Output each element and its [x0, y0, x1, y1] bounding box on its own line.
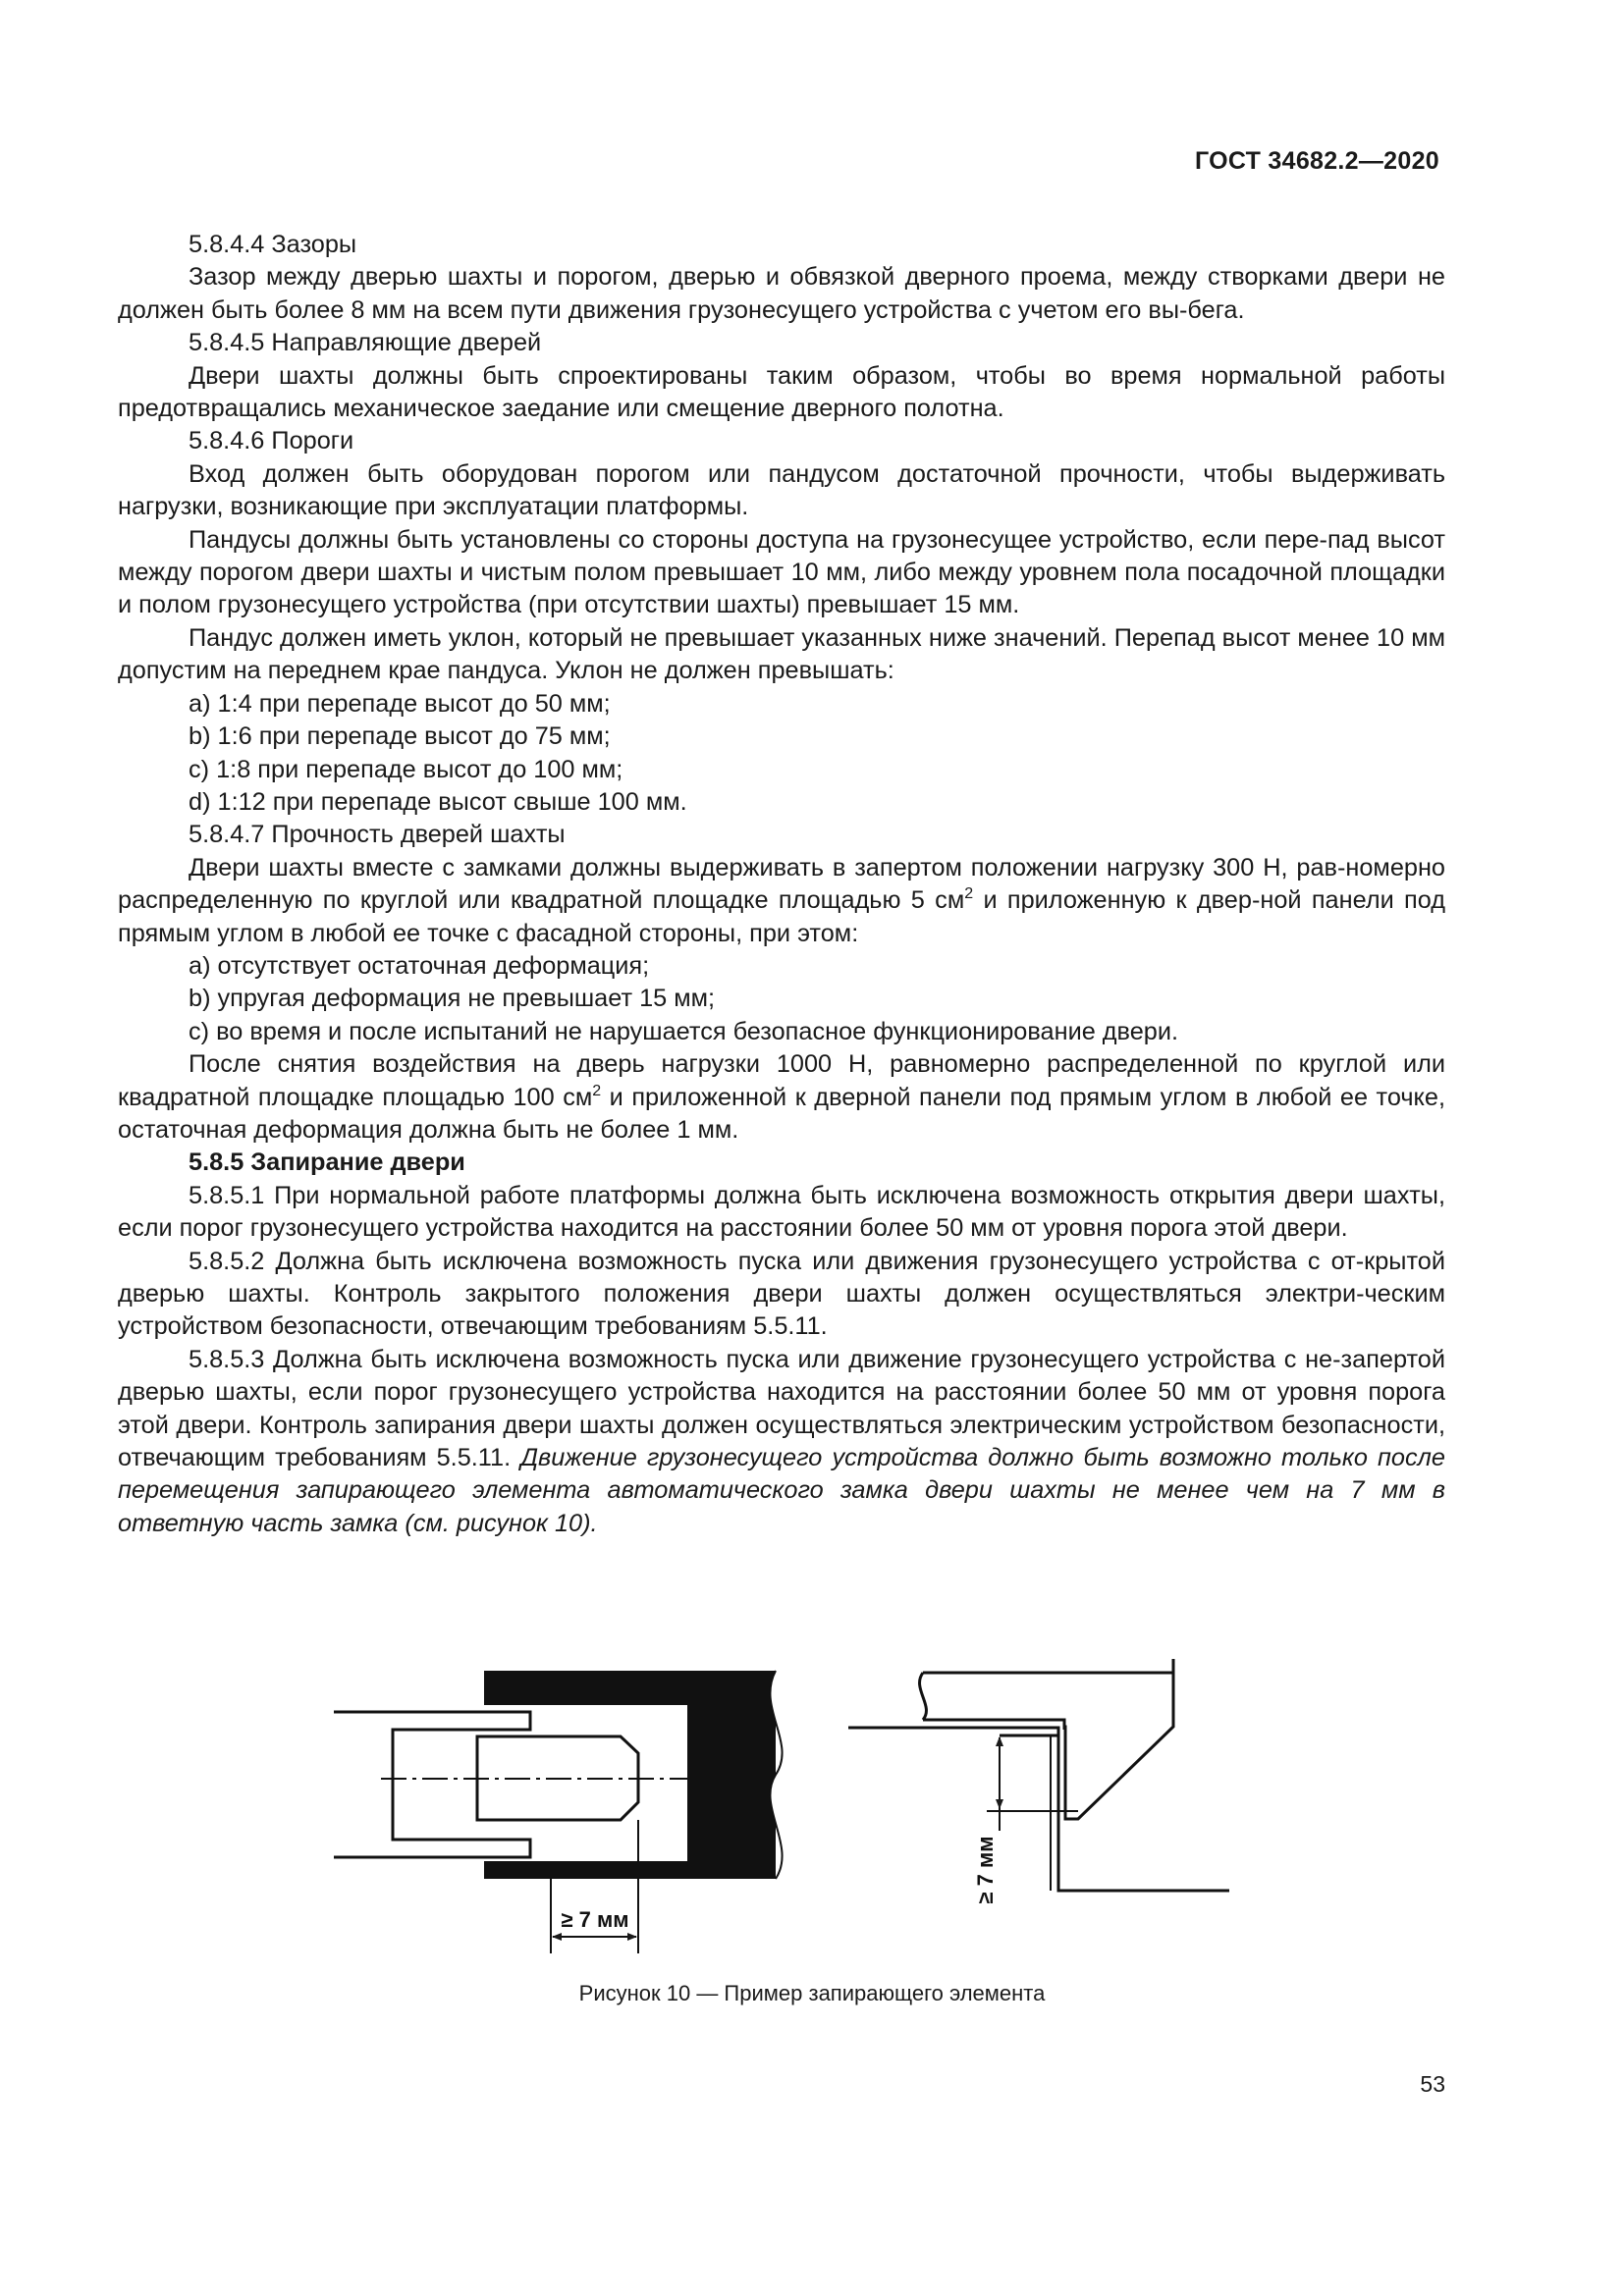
italic-text-run: Движение грузонесущего устройства должно быть возможно только после перемещения запирающего элемента автоматического замка двери шахты не менее чем на 7 мм в ответную часть замка (см. рисунок 10). [118, 1444, 1445, 1537]
paragraph: 5.8.5.1 При нормальной работе платформы должна быть исключена возможность открытия двери шахты, если порог грузонесущего устройства находится на расстоянии более 50 мм от уровня порога этой двери. [118, 1181, 1445, 1243]
clause-5-8-4-6-title: 5.8.4.6 Пороги [189, 427, 354, 455]
text-run: 5.8.5.3 Должна быть исключена возможность пуска или движение грузонесущего устройства с не-запертой дверью шахты, если порог грузонесущего устройства находится на расстоянии более 50 мм от уровня порога этой двери. Контроль запирания двери шахты должен осуществляться электрическим устройством безопасности, отвечающим требованиям 5.5.11. [118, 1345, 1445, 1472]
paragraph: Зазор между дверью шахты и порогом, дверью и обвязкой дверного проема, между створками двери не должен быть более 8 мм на всем пути движения грузонесущего устройства с учетом его вы-бега. [118, 263, 1445, 324]
clause-5-8-4-7-title: 5.8.4.7 Прочность дверей шахты [189, 821, 566, 849]
list-item: c) во время и после испытаний не нарушается безопасное функционирование двери. [189, 1017, 1179, 1045]
text-run: и приложенную к двер-ной панели под прямым углом в любой ее точке с фасадной стороны, при этом: [118, 886, 1446, 947]
text-run: и приложенной к дверной панели под прямым углом в любой ее точке, остаточная деформация должна быть не более 1 мм. [118, 1083, 1445, 1144]
latch-drawing [848, 1659, 1229, 1904]
paragraph: 5.8.5.2 Должна быть исключена возможность пуска или движения грузонесущего устройства с от-крытой дверью шахты. Контроль закрытого положения двери шахты должен осуществляться электри-ческим устройством безопасности, отвечающим требованиям 5.5.11. [118, 1247, 1445, 1341]
superscript: 2 [592, 1082, 602, 1099]
door-frame-lines [848, 1728, 1229, 1891]
text-run: Двери шахты вместе с замками должны выдерживать в запертом положении нагрузку 300 Н, рав-номерно распределенную по круглой или квадратной площадке площадью 5 см [118, 853, 1445, 915]
dimension-label-left: ≥ 7 мм [561, 1907, 629, 1932]
paragraph: Вход должен быть оборудован порогом или пандусом достаточной прочности, чтобы выдерживать нагрузки, возникающие при эксплуатации платформы. [118, 459, 1445, 521]
paragraph [118, 1048, 1445, 1147]
clause-5-8-4-4-title: 5.8.4.4 Зазоры [189, 231, 357, 258]
paragraph [118, 1344, 1445, 1540]
latch-body [1064, 1659, 1173, 1819]
document-body [118, 229, 1445, 1540]
figure-10-diagram [0, 1659, 1624, 1953]
superscript: 2 [964, 885, 974, 903]
latch-top-frame [920, 1673, 1173, 1730]
clause-5-8-4-5-title: 5.8.4.5 Направляющие дверей [189, 329, 542, 357]
paragraph [118, 852, 1445, 950]
section-5-8-5-heading: 5.8.5 Запирание двери [189, 1148, 465, 1177]
paragraph: Пандус должен иметь уклон, который не превышает указанных ниже значений. Перепад высот менее 10 мм допустим на переднем крае пандуса. Уклон не должен превышать: [118, 623, 1445, 685]
lock-bolt-drawing [334, 1671, 783, 1953]
paragraph: Двери шахты должны быть спроектированы таким образом, чтобы во время нормальной работы предотвращались механическое заедание или смещение дверного полотна. [118, 361, 1445, 423]
list-item: b) 1:6 при перепаде высот до 75 мм; [189, 722, 611, 751]
page-number: 53 [1420, 2071, 1445, 2097]
list-item: a) 1:4 при перепаде высот до 50 мм; [189, 689, 611, 718]
text-run: После снятия воздействия на дверь нагрузки 1000 Н, равномерно распределенной по круглой или квадратной площадке площадью 100 см [118, 1050, 1445, 1111]
figure-caption: Рисунок 10 — Пример запирающего элемента [578, 1981, 1046, 2005]
document-designation: ГОСТ 34682.2—2020 [1194, 147, 1439, 175]
list-item: c) 1:8 при перепаде высот до 100 мм; [189, 755, 623, 783]
paragraph: Пандусы должны быть установлены со стороны доступа на грузонесущее устройство, если пере-пад высот между порогом двери шахты и чистым полом превышает 10 мм, либо между уровнем пола посадочной площадки и полом грузонесущего устройства (при отсутствии шахты) превышает 15 мм. [118, 525, 1445, 619]
dimension-label-right: ≥ 7 мм [973, 1836, 998, 1904]
list-item: d) 1:12 при перепаде высот свыше 100 мм. [189, 787, 687, 816]
list-item: a) отсутствует остаточная деформация; [189, 951, 650, 980]
list-item: b) упругая деформация не превышает 15 мм; [189, 985, 716, 1013]
